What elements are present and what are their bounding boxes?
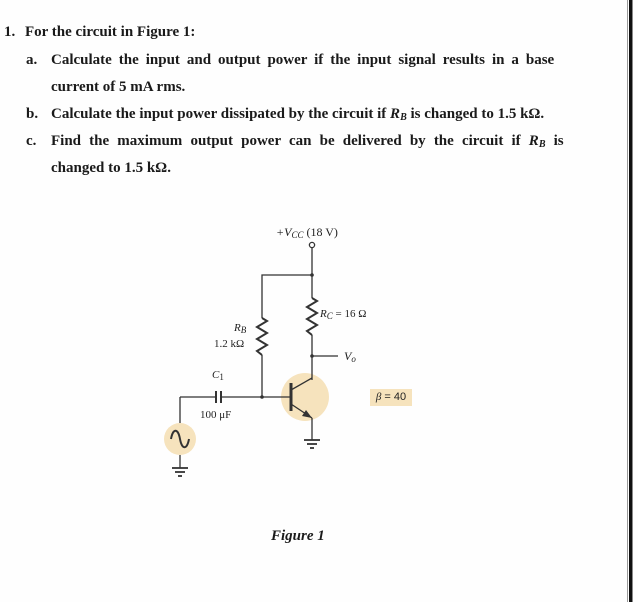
question-title: For the circuit in Figure 1:: [25, 24, 196, 40]
rc-resistor-icon: [307, 298, 317, 335]
part-b-text-pre: Calculate the input power dissipated by the circuit if: [51, 106, 391, 122]
figure-caption: Figure 1: [271, 528, 325, 544]
part-c-text-post: is: [545, 133, 564, 149]
beta-label: [370, 389, 412, 406]
rb-var: R: [528, 133, 539, 149]
rb-label: [234, 322, 246, 335]
rc-value: = 16 Ω: [335, 308, 367, 320]
beta-value: = 40: [384, 391, 407, 403]
part-b-text-post: is changed to 1.5 kΩ.: [406, 106, 545, 122]
vcc-label: [276, 225, 338, 240]
vcc-sub: CC: [291, 230, 304, 240]
rb-value: 1.2 kΩ: [214, 338, 245, 350]
rb-sub: B: [240, 325, 247, 335]
part-b-label: b.: [26, 106, 39, 122]
part-c-label: c.: [26, 133, 37, 149]
question-number: 1.: [4, 24, 16, 40]
vo-symbol: V: [344, 349, 352, 363]
rc-sub: C: [326, 311, 333, 321]
beta-symbol: β: [375, 391, 382, 403]
c1-sub: 1: [219, 372, 224, 382]
vcc-prefix: +V: [276, 225, 292, 239]
rc-symbol: R: [320, 308, 327, 320]
c1-label: [212, 369, 224, 382]
vcc-terminal-icon: [309, 242, 314, 247]
c1-value: 100 μF: [200, 409, 232, 421]
rb-var-sub: B: [538, 139, 546, 150]
rb-resistor-icon: [257, 318, 267, 355]
vo-sub: o: [351, 354, 356, 364]
part-c-text-line2: changed to 1.5 kΩ.: [51, 160, 171, 176]
part-c-text-pre: Find the maximum output power can be delivered by the circuit if: [51, 133, 529, 149]
rb-symbol: R: [234, 322, 241, 334]
part-a-label: a.: [26, 52, 38, 68]
vo-label: [344, 349, 356, 364]
rc-label: [320, 308, 366, 321]
part-a-text: Calculate the input and output power if the input signal results in a base: [51, 52, 555, 68]
rb-var: R: [390, 106, 401, 122]
rb-var-sub: B: [400, 112, 407, 123]
vcc-value: (18 V): [306, 225, 338, 239]
c1-symbol: C: [212, 369, 220, 381]
part-a-text-line2: current of 5 mA rms.: [51, 79, 186, 95]
